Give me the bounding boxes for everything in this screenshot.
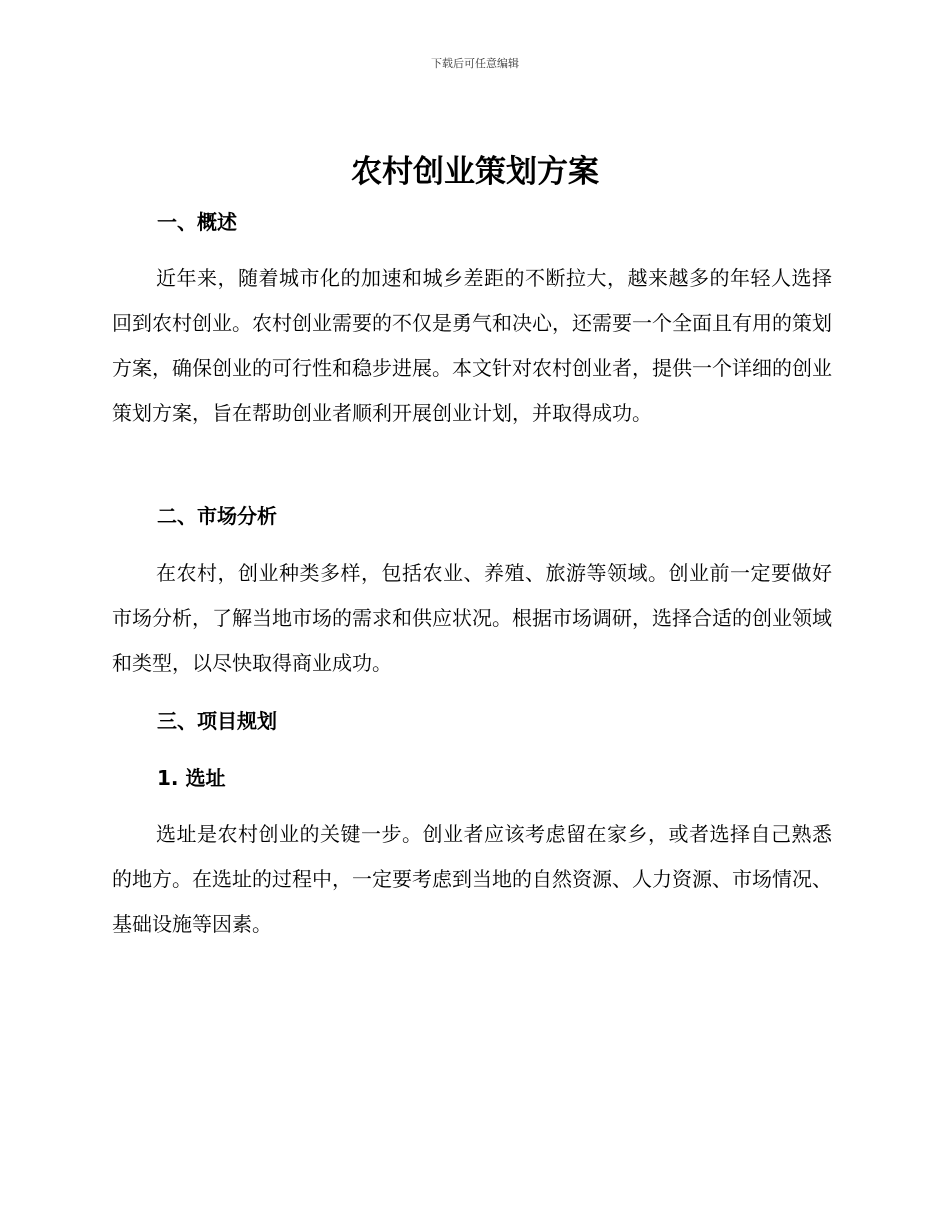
header-note: 下载后可任意编辑 xyxy=(431,57,519,70)
paragraph-overview: 近年来，随着城市化的加速和城乡差距的不断拉大，越来越多的年轻人选择回到农村创业。农村创业需要的不仅是勇气和决心，还需要一个全面且有用的策划方案，确保创业的可行性和稳步进展。本文针对农村创业者，提供一个详细的创业策划方案，旨在帮助创业者顺利开展创业计划，并取得成功。 xyxy=(112,266,832,425)
heading-project-planning: 三、项目规划 xyxy=(157,709,277,733)
heading-overview: 一、概述 xyxy=(157,210,237,234)
document-title: 农村创业策划方案 xyxy=(351,154,599,190)
subheading-site-selection: 1. 选址 xyxy=(157,766,226,790)
paragraph-site-selection: 选址是农村创业的关键一步。创业者应该考虑留在家乡，或者选择自己熟悉的地方。在选址的过程中，一定要考虑到当地的自然资源、人力资源、市场情况、基础设施等因素。 xyxy=(112,822,832,936)
paragraph-market-analysis: 在农村，创业种类多样，包括农业、养殖、旅游等领域。创业前一定要做好市场分析，了解当地市场的需求和供应状况。根据市场调研，选择合适的创业领域和类型，以尽快取得商业成功。 xyxy=(112,561,832,675)
heading-market-analysis: 二、市场分析 xyxy=(157,504,277,528)
